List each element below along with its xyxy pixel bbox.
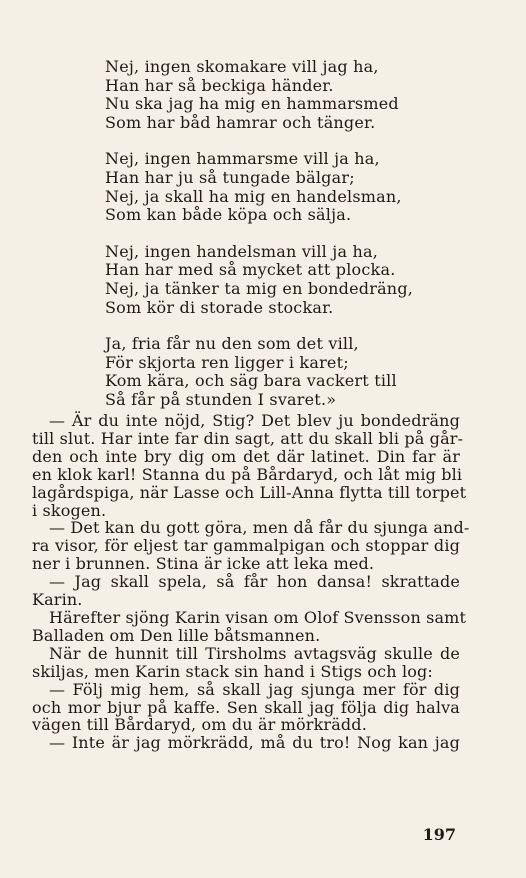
text-line: ner i brunnen. Stina är icke att leka med. xyxy=(32,554,375,574)
paragraph xyxy=(32,645,460,681)
text-line: ra visor, för eljest tar gammalpigan och stoppar dig xyxy=(32,536,460,556)
poem-stanza xyxy=(105,150,445,224)
poem-line: Han har så beckiga händer. xyxy=(105,75,334,95)
text-line: den och inte bry dig om det där latinet. Din far är xyxy=(32,446,460,466)
text-line: — Jag skall spela, så får hon dansa! skrattade xyxy=(49,572,460,592)
paragraph xyxy=(32,734,460,752)
poem-line: Som kan både köpa och sälja. xyxy=(105,205,352,225)
paragraph xyxy=(32,573,460,609)
poem-line: Nej, ingen skomakare vill jag ha, xyxy=(105,57,379,76)
paragraph xyxy=(32,607,467,645)
paragraph xyxy=(32,681,460,735)
paragraph xyxy=(32,518,470,574)
poem-line: För skjorta ren ligger i karet; xyxy=(105,352,349,372)
text-line: — Följ mig hem, så skall jag sjunga mer för dig xyxy=(49,679,460,699)
text-line: i skogen. xyxy=(32,500,107,520)
text-line: vägen till Bårdaryd, om du är mörkrädd. xyxy=(32,715,367,735)
poem-line: Han har ju så tungade bälgar; xyxy=(105,167,355,187)
poem-line: Ja, fria får nu den som det vill, xyxy=(105,334,359,354)
text-line: — Inte är jag mörkrädd, må du tro! Nog kan jag xyxy=(49,733,460,753)
text-line: — Är du inte nöjd, Stig? Det blev ju bondedräng xyxy=(49,411,460,430)
text-line: lagårdspiga, när Lasse och Lill-Anna flytta till torpet xyxy=(32,482,467,502)
text-line: en klok karl! Stanna du på Bårdaryd, och låt mig bli xyxy=(32,464,463,484)
poem-stanza xyxy=(105,243,445,317)
text-line: Balladen om Den lille båtsmannen. xyxy=(32,625,321,645)
text-line: Härefter sjöng Karin visan om Olof Svensson samt xyxy=(49,607,467,627)
text-line: — Det kan du gott göra, men då får du sjunga and- xyxy=(49,518,470,538)
poem-line: Nej, ja skall ha mig en handelsman, xyxy=(105,186,402,206)
paragraph xyxy=(32,411,467,520)
poem-line: Han har med så mycket att plocka. xyxy=(105,260,396,280)
poem-line: Nu ska jag ha mig en hammarsmed xyxy=(105,94,399,114)
poem-line: Kom kära, och säg bara vackert till xyxy=(105,371,397,391)
poem xyxy=(105,58,445,428)
poem-stanza xyxy=(105,335,445,409)
poem-line: Som har båd hamrar och tänger. xyxy=(105,112,376,132)
poem-line: Nej, ja tänker ta mig en bondedräng, xyxy=(105,278,414,298)
prose-body xyxy=(32,411,470,753)
poem-line: Nej, ingen hammarsme vill ja ha, xyxy=(105,149,380,169)
text-line: När de hunnit till Tirsholms avtagsväg skulle de xyxy=(49,643,460,663)
poem-line: Nej, ingen handelsman vill ja ha, xyxy=(105,241,379,261)
text-line: till slut. Har inte far din sagt, att du skall bli på går- xyxy=(32,428,464,448)
page-number: 197 xyxy=(422,825,456,844)
text-line: och mor bjur på kaffe. Sen skall jag följa dig halva xyxy=(32,697,460,717)
poem-stanza xyxy=(105,58,445,132)
poem-line: Så får på stunden I svaret.» xyxy=(105,389,337,409)
text-line: skiljas, men Karin stack sin hand i Stigs och log: xyxy=(32,661,433,681)
text-line: Karin. xyxy=(32,590,83,610)
poem-line: Som kör di storade stockar. xyxy=(105,297,334,317)
